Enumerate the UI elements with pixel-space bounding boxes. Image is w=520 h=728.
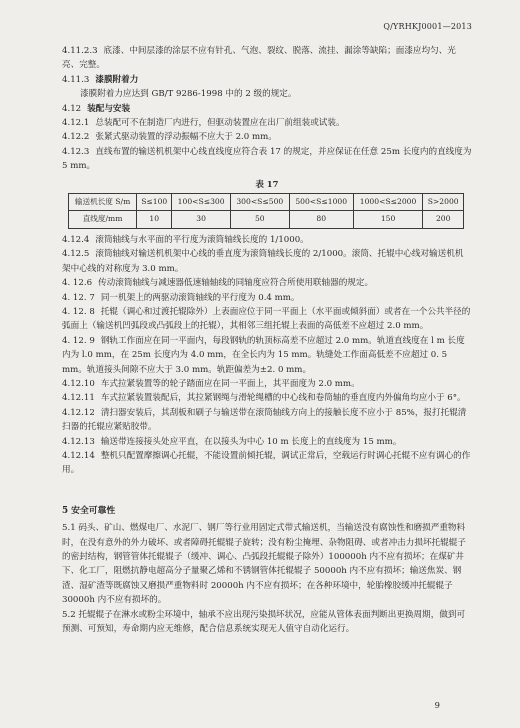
- table-range-cell: S≤100: [137, 194, 172, 211]
- clause-number: 4. 12.6: [62, 278, 93, 289]
- clause-text: 整机只配置摩擦调心托辊，不能设置前倾托辊，调试正常后，空载运行时调心托辊不应有调心的作用。: [62, 450, 471, 476]
- paragraph: [62, 73, 472, 87]
- clause-number: 4. 12. 7: [62, 292, 95, 303]
- clause-number: 4.12.10: [62, 378, 95, 389]
- table-value-cell: 50: [230, 211, 289, 228]
- clause-text: 总装配可不在制造厂内进行，但驱动装置应在出厂前组装或试装。: [95, 118, 345, 129]
- table-value-row: [69, 211, 464, 228]
- table-value-cell: 80: [289, 211, 353, 228]
- paragraph-group-a: [62, 44, 472, 174]
- table-range-cell: 300<S≤500: [230, 194, 289, 211]
- clause-number: 4.12: [62, 103, 82, 114]
- clause-number: 4.11.3: [62, 74, 90, 85]
- clause-number: 4.12.11: [62, 393, 95, 404]
- table-range-cell: 100<S≤300: [172, 194, 231, 211]
- paragraph: [62, 334, 472, 377]
- paragraph: [62, 233, 472, 247]
- page-number: 9: [434, 700, 440, 710]
- table-title: 表 17: [255, 178, 279, 189]
- straightness-table: [68, 193, 464, 229]
- paragraph: [62, 377, 472, 391]
- document-code: Q/YRHKJ0001—2013: [383, 22, 472, 31]
- clause-text: 输送带连接接头处应平直，在以接头为中心 10 m 长度上的直线度为 15 mm。: [100, 436, 402, 447]
- clause-text: 托辊（调心和过渡托辊除外）上表面应位于同一平面上（水平面或倾斜面）或者在一个公共半径的弧面上（输送机凹弧段或凸弧段上的托辊），其相邻三组托辊上表面的高低差不应超过 2.0 mm。: [62, 306, 471, 332]
- document-body: [62, 44, 472, 636]
- clause-number: 4.12.12: [62, 407, 95, 418]
- table-row-label: 直线度/mm: [69, 211, 137, 228]
- clause-text: 车式拉紧装置装配后，其拉紧钢绳与滑轮绳槽的中心线和卷筒轴的垂直度内外偏角均应小于 6°。: [100, 393, 466, 404]
- paragraph: [62, 305, 472, 334]
- clause-number: 4.12.1: [62, 118, 90, 129]
- section-5-1-paragraph: 5.1 码头、矿山、燃煤电厂、水泥厂、钢厂等行业用固定式带式输送机，当输送没有腐蚀性和磨损严重物料时，在没有意外的外力破坏、或者障碍托辊辊子旋转；没有粉尘掩埋、杂物阻碍、或者冲击力损坏托辊辊子的密封结构，钢管管体托辊辊子（缓冲、调心、凸弧段托辊辊子除外）100000h 内不应有损坏；在煤矿井下、化工厂，阻燃抗静电超高分子量聚乙烯和不锈钢管体托辊辊子 50000h 内不应有损坏；输送焦炭、钢渣、湿矿渣等既腐蚀又磨损严重物料时 20000h 内不应有损坏；在各种环境中，轮胎橡胶缓冲托辊辊子 30000h 内不应有损坏的。: [62, 523, 466, 606]
- paragraph: [62, 44, 472, 73]
- table-range-cell: 500<S≤1000: [289, 194, 353, 211]
- clause-number: 4. 12. 9: [62, 335, 95, 346]
- table-range-cell: S>2000: [423, 194, 464, 211]
- table-header-row: [69, 194, 464, 211]
- table-value-cell: 30: [172, 211, 231, 228]
- clause-heading: 装配与安装: [87, 103, 131, 114]
- paragraph: [62, 291, 472, 305]
- clause-number: 4.12.5: [62, 249, 90, 260]
- clause-text: 传动滚筒轴线与减速器低速轴轴线的同轴度应符合所使用联轴器的规定。: [98, 278, 374, 289]
- clause-number: 4. 12. 8: [62, 306, 95, 317]
- paragraph: [62, 102, 472, 116]
- table-value-cell: 200: [423, 211, 464, 228]
- paragraph: [62, 116, 472, 130]
- paragraph: [62, 276, 472, 290]
- clause-text: 同一机架上的两驱动滚筒轴线的平行度为 0.4 mm。: [100, 292, 300, 303]
- table-value-cell: 10: [137, 211, 172, 228]
- clause-heading: 漆膜附着力: [95, 74, 139, 85]
- clause-text: 直线布置的输送机机架中心线直线度应符合表 17 的规定，并应保证在任意 25m 长度内的直线度为 5 mm。: [62, 146, 472, 172]
- table-range-cell: 1000<S≤2000: [353, 194, 423, 211]
- paragraph: [62, 145, 472, 174]
- section-heading: 5 安全可靠性: [62, 505, 116, 516]
- clause-text: 滚筒轴线与水平面的平行度为滚筒轴线长度的 1/1000。: [95, 234, 309, 245]
- clause-text: 滚筒轴线对输送机机架中心线的垂直度为滚筒轴线长度的 2/1000。滚筒、托辊中心线对输送机机架中心线的对称度为 3.0 mm。: [62, 249, 464, 274]
- clause-text: 车式拉紧装置等的轮子踏面应在同一平面上，其平面度为 2.0 mm。: [100, 378, 360, 389]
- clause-number: 4.11.2.3: [62, 46, 98, 56]
- paragraph: [62, 247, 472, 276]
- paragraph: [62, 391, 472, 405]
- clause-text: 漆膜附着力应达到 GB/T 9286-1998 中的 2 级的规定。: [80, 89, 297, 100]
- section-5-2-paragraph: 5.2 托辊辊子在淋水或粉尘环境中，轴承不应出现污染损坏状况，应能从管体表面判断出更换周期，做到可预测、可预知，寿命期内应无维修，配合信息系统实现无人值守自动化运行。: [62, 609, 466, 635]
- clause-number: 4.12.3: [62, 146, 90, 157]
- clause-text: 底漆、中间层漆的涂层不应有针孔、气泡、裂纹、脱落、流挂、漏涂等缺陷；面漆应均匀、光亮、完整。: [62, 46, 456, 71]
- clause-number: 4.12.14: [62, 450, 95, 461]
- clause-text: 清扫器安装后，其刮板和刷子与输送带在滚筒轴线方向上的接触长度不应小于 85%，报打托辊清扫器的托辊应紧贴胶带。: [62, 407, 467, 433]
- paragraph: [62, 130, 472, 144]
- clause-number: 4.12.4: [62, 234, 90, 245]
- paragraph: [62, 435, 472, 449]
- clause-number: 4.12.13: [62, 436, 95, 447]
- table-header-label: 输送机长度 S/m: [69, 194, 137, 211]
- table-value-cell: 150: [353, 211, 423, 228]
- clause-text: 钢轨工作面应在同一平面内，每段钢轨的轨顶标高差不应超过 2.0 mm。轨道直线度在 l m 长度内为 l.0 mm，在 25m 长度内为 4.0 mm，在全长内为 15 mm。轨缝处工作面高低差不应超过 0. 5 mm。轨道接头间隙不应大于 3.0 mm。轨距偏差为±2. 0 mm。: [62, 335, 465, 375]
- paragraph-group-b: [62, 233, 472, 478]
- paragraph: [62, 406, 472, 435]
- paragraph: [62, 87, 472, 101]
- clause-number: 4.12.2: [62, 132, 90, 143]
- paragraph: [62, 449, 472, 478]
- clause-text: 张紧式驱动装置的浮动振幅不应大于 2.0 mm。: [95, 132, 277, 143]
